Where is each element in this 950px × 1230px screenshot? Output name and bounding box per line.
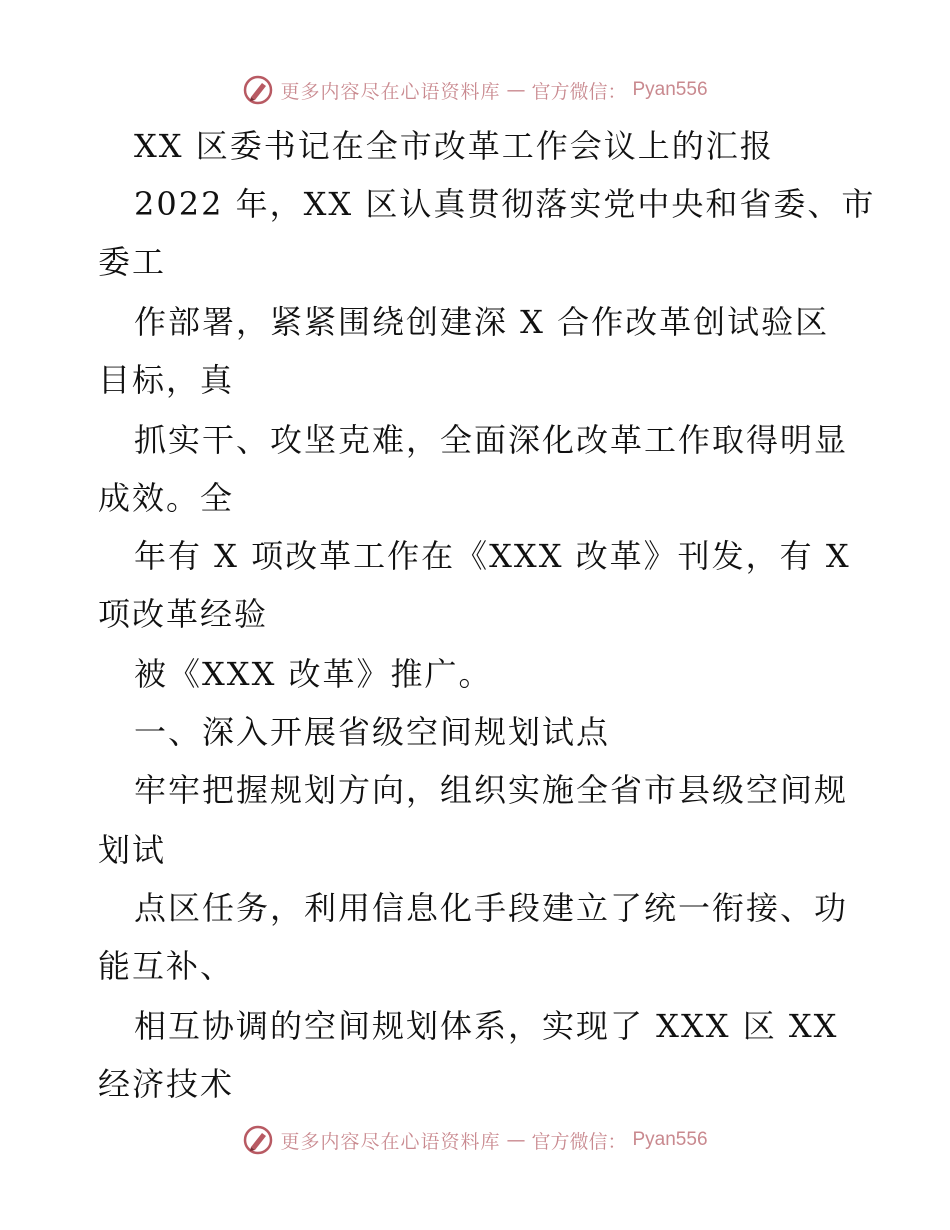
watermark-wechat-id: Pyan556 [632,1129,708,1150]
watermark-wechat-id: Pyan556 [632,79,708,100]
watermark-separator: — [506,1129,526,1151]
watermark-wechat-label: 官方微信： [531,80,627,103]
paragraph-line: 2022 年，XX 区认真贯彻落实党中央和省委、市 [134,185,876,223]
paragraph-line: 点区任务，利用信息化手段建立了统一衔接、功 [134,889,849,927]
paragraph-line: 抓实干、攻坚克难，全面深化改革工作取得明显 [134,421,849,459]
paragraph-line: 作部署，紧紧围绕创建深 X 合作改革创试验区 [134,303,830,341]
paragraph-line: 目标，真 [98,361,235,399]
paragraph-line: 能互补、 [98,947,235,985]
paragraph-line: 牢牢把握规划方向，组织实施全省市县级空间规 [134,771,849,809]
watermark-text: 更多内容尽在心语资料库 [280,80,501,103]
paragraph-line: 经济技术 [98,1065,235,1103]
pen-logo-icon [242,74,274,106]
watermark-text: 更多内容尽在心语资料库 [280,1130,501,1153]
watermark-wechat-label: 官方微信： [531,1130,627,1153]
header-watermark [0,70,950,110]
watermark-separator: — [506,79,526,101]
document-title: XX 区委书记在全市改革工作会议上的汇报 [134,127,774,165]
paragraph-line: 年有 X 项改革工作在《XXX 改革》刊发，有 X [134,537,851,575]
paragraph-line: 被《XXX 改革》推广。 [134,655,493,693]
paragraph-line: 相互协调的空间规划体系，实现了 XXX 区 XX [134,1007,839,1045]
paragraph-line: 成效。全 [98,479,235,517]
paragraph-line: 项改革经验 [98,595,269,633]
footer-watermark [0,1120,950,1160]
section-heading: 一、深入开展省级空间规划试点 [134,713,611,751]
paragraph-line: 委工 [98,243,167,281]
paragraph-line: 划试 [98,831,167,869]
pen-logo-icon [242,1124,274,1156]
